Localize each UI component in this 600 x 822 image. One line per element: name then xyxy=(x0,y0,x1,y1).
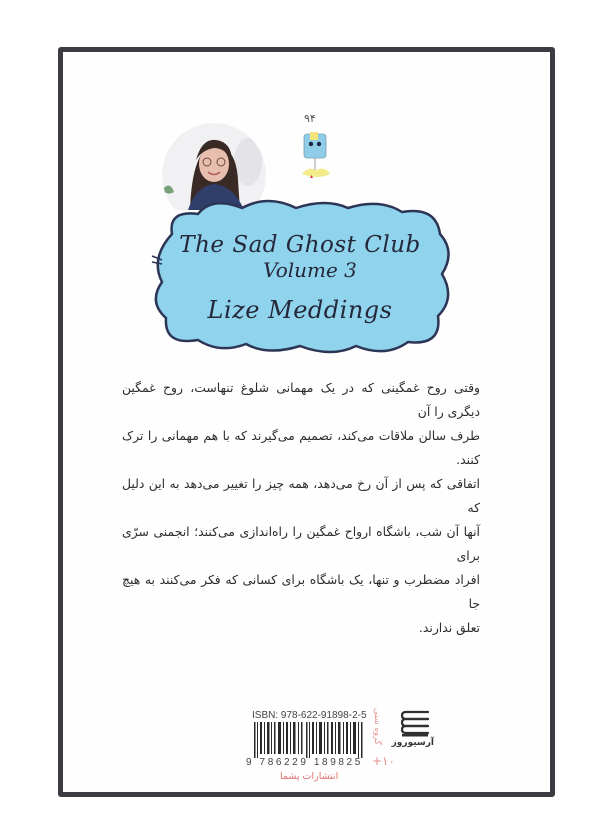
publisher-logo-text: آرسیوروز xyxy=(391,738,434,748)
barcode-digits: 9 786229 189825 xyxy=(246,757,363,768)
publisher-logo-icon xyxy=(398,708,434,738)
book-title: The Sad Ghost Club xyxy=(179,232,421,258)
cloud-text-block xyxy=(150,196,450,356)
blurb-line: آنها آن شب، باشگاه ارواح غمگین را راه‌اندازی می‌کنند؛ انجمنی سرّی برای xyxy=(122,524,480,563)
blurb-line: تعلق ندارند. xyxy=(418,620,480,635)
mascot-illustration xyxy=(296,130,336,190)
age-group-label: گروه سنی xyxy=(372,708,382,745)
blurb-line: وقتی روح غمگینی که در یک مهمانی شلوغ تنهاست، روح غمگین دیگری را آن xyxy=(122,380,480,419)
isbn-label: ISBN: 978-622-91898-2-5 xyxy=(252,710,367,721)
blurb-line: افراد مضطرب و تنها، یک باشگاه برای کسانی که فکر می‌کنند به هیچ جا xyxy=(122,572,480,611)
blurb-text xyxy=(122,376,480,640)
book-volume: Volume 3 xyxy=(263,258,357,282)
book-author: Lize Meddings xyxy=(207,296,393,324)
age-rating: +۱۰ xyxy=(372,754,395,768)
barcode-icon xyxy=(252,722,368,758)
svg-text:▴: ▴ xyxy=(310,173,314,180)
page-number: ۹۴ xyxy=(304,112,316,125)
publisher-name: انتشارات پشما xyxy=(280,771,339,782)
blurb-line: طرف سالن ملاقات می‌کند، تصمیم می‌گیرند که با هم مهمانی را ترک کنند. xyxy=(122,428,480,467)
blurb-line: اتفاقی که پس از آن رخ می‌دهد، همه چیز را تغییر می‌دهد به این دلیل که xyxy=(122,476,480,515)
